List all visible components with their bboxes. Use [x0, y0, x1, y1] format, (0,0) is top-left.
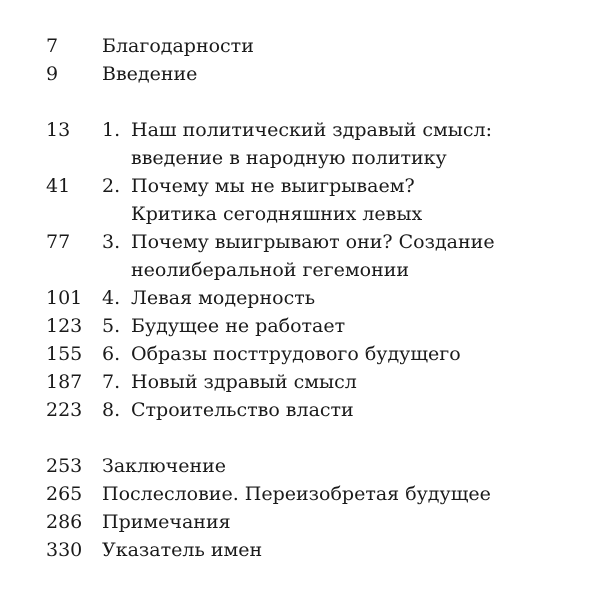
toc-page-number: 7	[46, 35, 59, 57]
toc-entry-notes[interactable]	[0, 508, 600, 536]
toc-chapter-number: 2.	[102, 175, 121, 197]
toc-chapter-title: Новый здравый смысл	[131, 371, 357, 393]
toc-page-number: 41	[46, 175, 71, 197]
toc-chapter-title: Почему мы не выигрываем?	[131, 175, 415, 197]
toc-chapter-1-continuation[interactable]	[0, 144, 600, 172]
toc-chapter-7[interactable]	[0, 368, 600, 396]
toc-chapter-2-continuation[interactable]	[0, 200, 600, 228]
toc-chapter-title-line2: Критика сегодняшних левых	[131, 203, 423, 225]
toc-chapter-title: Почему выигрывают они? Создание	[131, 231, 495, 253]
toc-entry-title: Благодарности	[102, 35, 254, 57]
toc-chapter-3-continuation[interactable]	[0, 256, 600, 284]
toc-entry-title: Введение	[102, 63, 198, 85]
toc-chapter-title: Левая модерность	[131, 287, 316, 309]
toc-page-number: 223	[46, 399, 83, 421]
toc-chapter-title: Образы посттрудового будущего	[131, 343, 461, 365]
toc-entry-conclusion[interactable]	[0, 452, 600, 480]
toc-entry-title: Примечания	[102, 511, 231, 533]
toc-chapter-title-line2: неолиберальной гегемонии	[131, 259, 410, 281]
toc-chapter-8[interactable]	[0, 396, 600, 424]
toc-page-number: 286	[46, 511, 83, 533]
toc-chapter-number: 8.	[102, 399, 121, 421]
toc-chapter-6[interactable]	[0, 340, 600, 368]
toc-entry-introduction[interactable]	[0, 60, 600, 88]
toc-chapter-title: Будущее не работает	[131, 315, 346, 337]
toc-chapter-5[interactable]	[0, 312, 600, 340]
toc-chapter-title: Строительство власти	[131, 399, 354, 421]
toc-entry-title: Указатель имен	[102, 539, 263, 561]
toc-chapter-1[interactable]	[0, 116, 600, 144]
toc-chapter-number: 7.	[102, 371, 121, 393]
toc-entry-name-index[interactable]	[0, 536, 600, 564]
toc-page-number: 187	[46, 371, 83, 393]
toc-page-number: 101	[46, 287, 83, 309]
toc-page-number: 123	[46, 315, 83, 337]
toc-chapter-4[interactable]	[0, 284, 600, 312]
toc-page-number: 77	[46, 231, 71, 253]
toc-page-number: 265	[46, 483, 83, 505]
toc-page-number: 253	[46, 455, 83, 477]
toc-page-number: 155	[46, 343, 83, 365]
toc-page-number: 13	[46, 119, 71, 141]
toc-chapter-number: 4.	[102, 287, 121, 309]
toc-page-number: 330	[46, 539, 83, 561]
toc-chapter-number: 3.	[102, 231, 121, 253]
toc-chapter-number: 1.	[102, 119, 121, 141]
toc-chapter-2[interactable]	[0, 172, 600, 200]
toc-page-number: 9	[46, 63, 59, 85]
toc-chapter-number: 5.	[102, 315, 121, 337]
toc-entry-title: Послесловие. Переизобретая будущее	[102, 483, 491, 505]
toc-entry-title: Заключение	[102, 455, 227, 477]
toc-entry-acknowledgements[interactable]	[0, 32, 600, 60]
toc-chapter-title: Наш политический здравый смысл:	[131, 119, 493, 141]
toc-chapter-number: 6.	[102, 343, 121, 365]
toc-chapter-3[interactable]	[0, 228, 600, 256]
toc-chapter-title-line2: введение в народную политику	[131, 147, 447, 169]
toc-entry-afterword[interactable]	[0, 480, 600, 508]
